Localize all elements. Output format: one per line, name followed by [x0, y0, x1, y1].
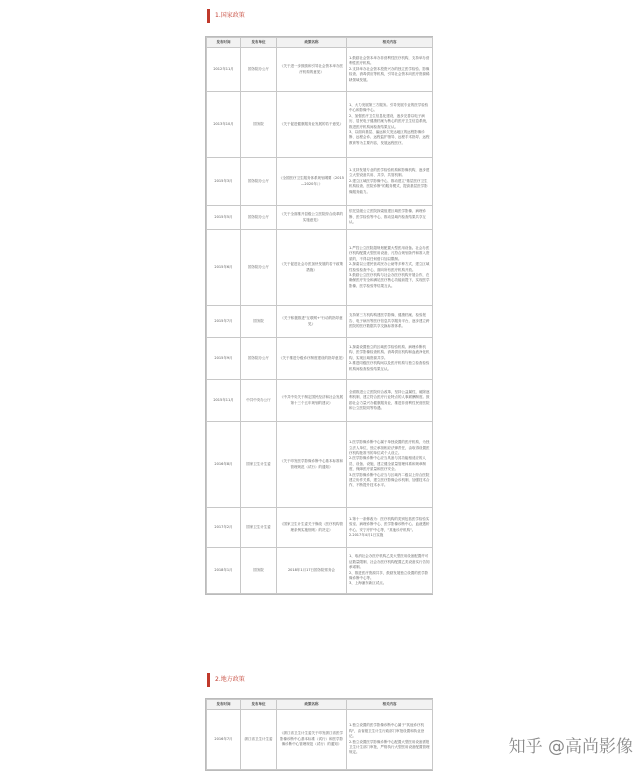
- cell-unit: 国家卫生计生委: [241, 508, 277, 548]
- cell-content: 1.鼓励社会资本举办非营利性医疗机构，支持举办营利性医疗机构。 2.支持举办社会资本投资兴办的独立医学检验、影像检查、消毒供应等机构，引导社会资本向医疗资源稀缺领域发展。: [347, 48, 433, 92]
- cell-date: 2013年10月: [207, 92, 241, 158]
- table-row: [207, 48, 433, 92]
- cell-date: 2015年3月: [207, 158, 241, 206]
- table-row: [207, 508, 433, 548]
- table-row: [207, 422, 433, 508]
- cell-policy-name: 《关于促进社会办医加快发展的若干政策措施》: [277, 230, 347, 306]
- cell-content: 1.支持发展专业的医学检验机构和影像机构，逐步建立大型设备共用、共享、共管机制。 2.建立区域医学影像中心，推动建立"基层医疗卫生机构检查、医院诊断"的服务模式，提高基层医学影像服务能力。: [347, 158, 433, 206]
- cell-unit: 国务院办公厅: [241, 338, 277, 380]
- cell-policy-name: 2018年1月17日国务院常务会: [277, 548, 347, 594]
- cell-content: 1.第十一条修改为：医疗机构的类别包括医学检验实验室、病理诊断中心、医学影像诊断中心、血液透析中心、安宁疗护中心等，"其他诊疗机构"。 2.2017年4月1日实施: [347, 508, 433, 548]
- cell-date: 2015年11月: [207, 380, 241, 422]
- table-row: [207, 92, 433, 158]
- cell-date: 2016年7月: [207, 710, 241, 770]
- cell-content: 1.医学影像诊断中心属于单独设置的医疗机构，为独立法人单位，独立承担相应法律责任，由取得设置医疗机构批准书的单位或个人设立。 2.医学影像诊断中心应当具备与其功能相适应的人员、设备、设施，建立健全质量管理体系和规章制度，保障医疗质量和医疗安全。 3.医学影像诊断中心应当与区域内二级以上综合医院建立协作关系，建立医疗影像会诊机制，加强技术合作，不断提升技术水平。: [347, 422, 433, 508]
- table-row: [207, 380, 433, 422]
- cell-content: 1.独立设置的医学影像诊断中心属于"其他诊疗机构"，由省级卫生计生行政部门审批设置和执业登记。 2.独立设置医学影像诊断中心配置大型医用设备需报卫生计生部门审批，严格执行大型医用设备配置管理规定。: [347, 710, 433, 770]
- cell-date: 2015年5月: [207, 206, 241, 230]
- cell-unit: 国务院: [241, 92, 277, 158]
- national-policy-table: [205, 36, 433, 595]
- cell-content: 1、取消社会办医疗机构乙类大型医用设备配置许可证数量限制，社会办医疗机构配置乙类设备实行告知承诺制。 2、推进医疗资源共享，鼓励发展独立设置的医学影像诊断中心等。 3、上海浦东新区试点。: [347, 548, 433, 594]
- cell-date: 2016年8月: [207, 422, 241, 508]
- cell-date: 2015年9月: [207, 338, 241, 380]
- cell-unit: 国务院办公厅: [241, 230, 277, 306]
- cell-unit: 国务院办公厅: [241, 158, 277, 206]
- cell-policy-name: 《全国医疗卫生服务体系规划纲要（2015—2020年）》: [277, 158, 347, 206]
- table-row: [207, 158, 433, 206]
- cell-policy-name: 《关于进一步鼓励和引导社会资本举办医疗机构的意见》: [277, 48, 347, 92]
- cell-content: 1、大力发展第三方服务。引导发展专业的医学检验中心和影像中心。 2、加强医疗卫生信息化建设，逐步完善以电子病历、居民电子健康档案为核心的医疗卫生信息系统，推进医疗机构间检查结果互认。 3、以面向基层、偏远和欠发达地区的远程影像诊断、远程会诊、远程监护指导、远程手术指导、远程教育等为主要内容，发展远程医疗。: [347, 92, 433, 158]
- cell-date: 2012年11月: [207, 48, 241, 92]
- header-content: 相关内容: [347, 700, 433, 710]
- table-row: [207, 710, 433, 770]
- section-heading-national: 1.国家政策: [207, 9, 435, 23]
- cell-unit: 国务院办公厅: [241, 48, 277, 92]
- cell-content: 1.严控公立医院超规划配置大型医用设备。社会办医疗机构配置大型医用设备，凡符合规划条件和准入资质的，不得以任何借口加以限制。 2.探索以公建民营或民办公助等多种方式，建立区域性检验检查中心，面向所有医疗机构开放。 3.鼓励公立医疗机构与社会办医疗机构开展合作，在确保医疗安全和满足医疗核心功能前提下，实现医学影像、医学检验等结果互认。: [347, 230, 433, 306]
- cell-unit: 浙江省卫生计生委: [241, 710, 277, 770]
- cell-policy-name: 《关于印发医学影像诊断中心基本标准和管理规范（试行）的通知》: [277, 422, 347, 508]
- section-heading-local: 2.地方政策: [207, 673, 435, 687]
- cell-policy-name: 《关于积极推进"互联网+"行动的指导意见》: [277, 306, 347, 338]
- cell-date: 2018年1月: [207, 548, 241, 594]
- table-row: [207, 338, 433, 380]
- cell-date: 2015年6月: [207, 230, 241, 306]
- cell-policy-name: 《关于全面推开县级公立医院综合改革的实施意见》: [277, 206, 347, 230]
- cell-policy-name: 《浙江省卫生计生委关于印发浙江省医学影像诊断中心基本标准（试行）和医学影像诊断中心管理规范（试行）的通知》: [277, 710, 347, 770]
- header-date: 发布时间: [207, 38, 241, 48]
- cell-date: 2017年2月: [207, 508, 241, 548]
- table-row: [207, 306, 433, 338]
- local-policy-table: [205, 698, 433, 771]
- cell-policy-name: 《关于推进分级诊疗制度建设的指导意见》: [277, 338, 347, 380]
- cell-content: 支持第三方机构构建医学影像、健康档案、检验报告、电子病历等医疗信息共享服务平台，逐步建立跨医院的医疗数据共享交换标准体系。: [347, 306, 433, 338]
- header-unit: 发布单位: [241, 38, 277, 48]
- cell-unit: 国务院: [241, 306, 277, 338]
- cell-policy-name: 《中共中央关于制定国民经济和社会发展第十三个五年规划的建议》: [277, 380, 347, 422]
- cell-unit: 国务院办公厅: [241, 206, 277, 230]
- cell-content: 全面推进公立医院综合改革，坚持公益属性，破除逐利机制，建立符合医疗行业特点的人事薪酬制度。鼓励社会力量兴办健康服务业，推进非营利性民营医院和公立医院同等待遇。: [347, 380, 433, 422]
- header-date: 发布时间: [207, 700, 241, 710]
- watermark-text: 知乎 @高尚影像: [508, 737, 633, 757]
- cell-policy-name: 《关于促进健康服务业发展的若干意见》: [277, 92, 347, 158]
- header-unit: 发布单位: [241, 700, 277, 710]
- table-row: [207, 230, 433, 306]
- cell-unit: 国家卫生计生委: [241, 422, 277, 508]
- cell-unit: 中共中央办公厅: [241, 380, 277, 422]
- cell-policy-name: 《国家卫生计生委关于修改〈医疗机构管理条例实施细则〉的决定》: [277, 508, 347, 548]
- table-row: [207, 548, 433, 594]
- cell-date: 2015年7月: [207, 306, 241, 338]
- header-content: 相关内容: [347, 38, 433, 48]
- table-row: [207, 206, 433, 230]
- cell-content: 依托县级公立医院探索组建区域医学影像、病理诊断、医学检验等中心，推动县域内检查结果共享互认。: [347, 206, 433, 230]
- cell-content: 1.探索设置独立的区域医学检验机构、病理诊断机构、医学影像检查机构、消毒供应机构和血液净化机构，实现区域资源共享。 2.推进同级医疗机构间以及医疗机构与独立检查检验机构间检查检验结果互认。: [347, 338, 433, 380]
- cell-unit: 国务院: [241, 548, 277, 594]
- header-policy-name: 政策名称: [277, 700, 347, 710]
- header-policy-name: 政策名称: [277, 38, 347, 48]
